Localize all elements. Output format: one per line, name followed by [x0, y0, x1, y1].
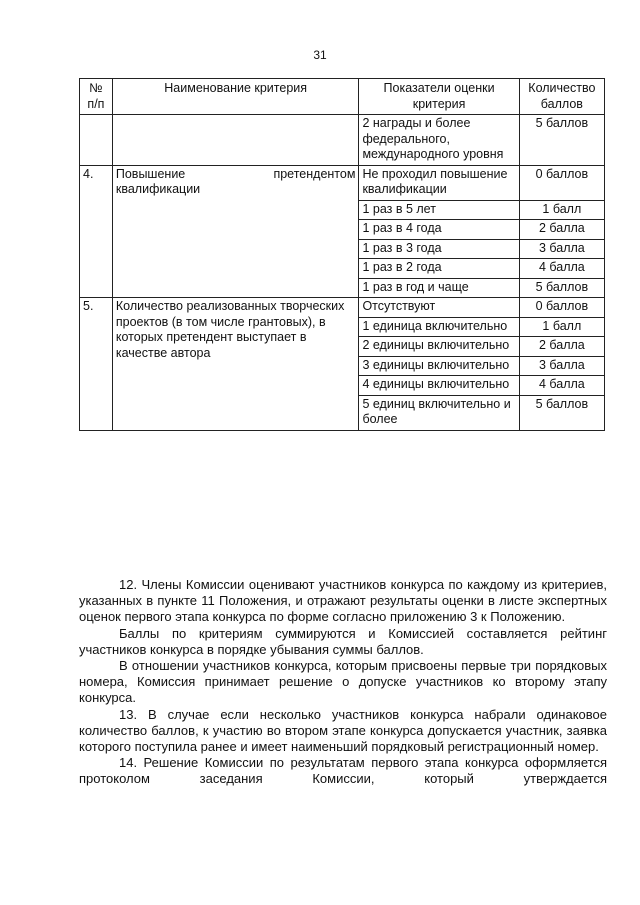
indicator-cell: 5 единиц включительно и более: [359, 395, 519, 430]
points-cell: 4 балла: [519, 376, 604, 396]
table-row: [80, 298, 605, 318]
indicator-cell: 1 раз в год и чаще: [359, 278, 519, 298]
points-cell: 1 балл: [519, 200, 604, 220]
criterion-name: Повышение претендентом квалификации: [112, 165, 359, 298]
indicator-cell: 1 единица включительно: [359, 317, 519, 337]
points-cell: 2 балла: [519, 220, 604, 240]
header-points: Количество баллов: [519, 79, 604, 115]
indicator-cell: Отсутствуют: [359, 298, 519, 318]
paragraph-12: 12. Члены Комиссии оценивают участников конкурса по каждому из критериев, указанных в пункте 11 Положения, и отражают результаты оценки в листе экспертных оценок первого этапа конкурса по форме согласно приложению 3 к Положению.: [79, 577, 607, 625]
indicator-cell: 1 раз в 3 года: [359, 239, 519, 259]
indicator-cell: 1 раз в 2 года: [359, 259, 519, 279]
points-cell: 2 балла: [519, 337, 604, 357]
document-body: [79, 577, 607, 788]
header-num: № п/п: [80, 79, 113, 115]
indicator-cell: 4 единицы включительно: [359, 376, 519, 396]
empty-cell: [112, 115, 359, 166]
points-cell: 5 баллов: [519, 115, 604, 166]
table-row: [80, 115, 605, 166]
paragraph-13: 13. В случае если несколько участников конкурса набрали одинаковое количество баллов, к участию во втором этапе конкурса допускается участник, заявка которого поступила ранее и имеет наименьший порядковый регистрационный номер.: [79, 706, 607, 755]
page-number: 31: [313, 48, 327, 62]
indicator-cell: 1 раз в 5 лет: [359, 200, 519, 220]
points-cell: 5 баллов: [519, 278, 604, 298]
header-indicators: Показатели оценки критерия: [359, 79, 519, 115]
indicator-cell: 2 единицы включительно: [359, 337, 519, 357]
points-cell: 1 балл: [519, 317, 604, 337]
criterion-number: 5.: [80, 298, 113, 431]
criterion-number: 4.: [80, 165, 113, 298]
indicator-cell: Не проходил повышение квалификации: [359, 165, 519, 200]
paragraph-admission: В отношении участников конкурса, которым присвоены первые три порядковых номера, Комиссия принимает решение о допуске участников ко второму этапу конкурса.: [79, 658, 607, 706]
table-row: [80, 165, 605, 200]
paragraph-14: 14. Решение Комиссии по результатам первого этапа конкурса оформляется протоколом заседания Комиссии, который утверждается: [79, 755, 607, 787]
header-name: Наименование критерия: [112, 79, 359, 115]
indicator-cell: 1 раз в 4 года: [359, 220, 519, 240]
criterion-name: Количество реализованных творческих проектов (в том числе грантовых), в которых претендент выступает в качестве автора: [112, 298, 359, 431]
paragraph-scores: Баллы по критериям суммируются и Комиссией составляется рейтинг участников конкурса в порядке убывания суммы баллов.: [79, 625, 607, 657]
indicator-cell: 3 единицы включительно: [359, 356, 519, 376]
criteria-table: [79, 78, 605, 431]
points-cell: 0 баллов: [519, 298, 604, 318]
empty-cell: [80, 115, 113, 166]
points-cell: 3 балла: [519, 239, 604, 259]
table-header-row: [80, 79, 605, 115]
points-cell: 4 балла: [519, 259, 604, 279]
indicator-cell: 2 награды и более федерального, международного уровня: [359, 115, 519, 166]
points-cell: 0 баллов: [519, 165, 604, 200]
points-cell: 5 баллов: [519, 395, 604, 430]
points-cell: 3 балла: [519, 356, 604, 376]
